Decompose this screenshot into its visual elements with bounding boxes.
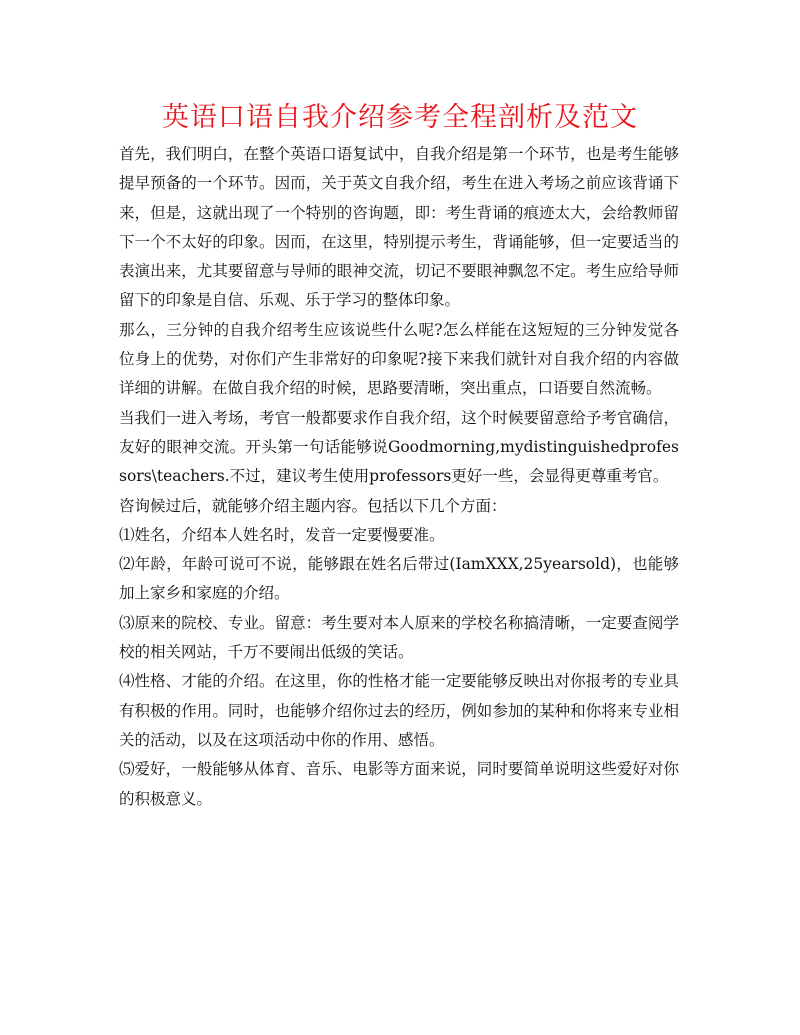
document-body [119, 140, 679, 814]
document-title: 英语口语自我介绍参考全程剖析及范文 [162, 102, 638, 133]
list-item-hobbies: ⑸爱好，一般能够从体育、音乐、电影等方面来说，同时要简单说明这些爱好对你的积极意义。 [119, 760, 679, 808]
list-item-age: ⑵年龄，年龄可说可不说，能够跟在姓名后带过(IamXXX,25yearsold)，也能够加上家乡和家庭的介绍。 [119, 555, 679, 603]
list-item-school: ⑶原来的院校、专业。留意：考生要对本人原来的学校名称搞清晰，一定要查阅学校的相关网站，千万不要闹出低级的笑话。 [119, 613, 679, 662]
paragraph-content-question: 那么，三分钟的自我介绍考生应该说些什么呢?怎么样能在这短短的三分钟发觉各位身上的优势，对你们产生非常好的印象呢?接下来我们就针对自我介绍的内容做详细的讲解。在做自我介绍的时候，思路要清晰，突出重点，口语要自然流畅。 [119, 320, 679, 398]
paragraph-greeting: 当我们一进入考场，考官一般都要求作自我介绍，这个时候要留意给予考官确信，友好的眼神交流。开头第一句话能够说Goodmorning,mydistinguishedprofessors\teachers.不过，建议考生使用professors更好一些，会显得更尊重考官。 [119, 408, 679, 486]
list-item-name: ⑴姓名，介绍本人姓名时，发音一定要慢要准。 [119, 525, 445, 544]
list-item-personality: ⑷性格、才能的介绍。在这里，你的性格才能一定要能够反映出对你报考的专业具有积极的作用。同时，也能够介绍你过去的经历，例如参加的某种和你将来专业相关的活动，以及在这项活动中你的作用、感悟。 [119, 672, 679, 749]
paragraph-intro: 首先，我们明白，在整个英语口语复试中，自我介绍是第一个环节，也是考生能够提早预备的一个环节。因而，关于英文自我介绍，考生在进入考场之前应该背诵下来，但是，这就出现了一个特别的咨询题，即：考生背诵的痕迹太大，会给教师留下一个不太好的印象。因而，在这里，特别提示考生，背诵能够，但一定要适当的表演出来，尤其要留意与导师的眼神交流，切记不要眼神飘忽不定。考生应给导师留下的印象是自信、乐观、乐于学习的整体印象。 [119, 145, 679, 310]
paragraph-topics-lead: 咨询候过后，就能够介绍主题内容。包括以下几个方面： [119, 496, 507, 515]
